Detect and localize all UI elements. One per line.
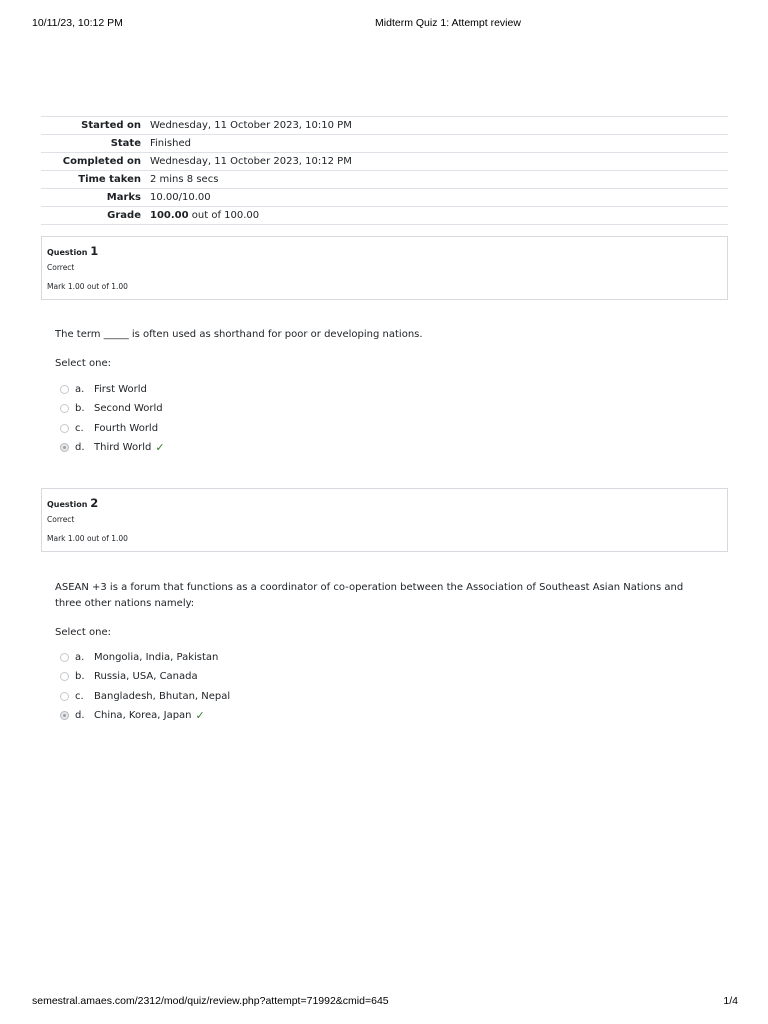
question-mark: Mark 1.00 out of 1.00 — [47, 282, 128, 291]
radio-button[interactable] — [60, 653, 69, 662]
summary-value: Wednesday, 11 October 2023, 10:12 PM — [150, 156, 352, 167]
answer-text: Third World — [94, 442, 152, 454]
summary-row — [41, 153, 728, 171]
answer-option[interactable] — [60, 419, 165, 438]
print-footer — [0, 995, 768, 1011]
summary-label: State — [110, 138, 141, 149]
answer-letter: d. — [75, 710, 85, 722]
question-info-2 — [41, 488, 728, 552]
attempt-summary-table — [41, 116, 728, 225]
answer-letter: c. — [75, 690, 84, 702]
summary-value: 10.00/10.00 — [150, 192, 211, 203]
page-url: semestral.amaes.com/2312/mod/quiz/review.php?attempt=71992&cmid=645 — [32, 995, 389, 1007]
answer-letter: c. — [75, 422, 84, 434]
radio-button[interactable] — [60, 692, 69, 701]
radio-button[interactable] — [60, 672, 69, 681]
print-title: Midterm Quiz 1: Attempt review — [375, 17, 521, 29]
answer-text: Second World — [94, 403, 163, 415]
answer-letter: b. — [75, 403, 85, 415]
select-one-prompt: Select one: — [55, 627, 112, 638]
question-state: Correct — [47, 515, 75, 524]
check-icon: ✓ — [195, 709, 205, 723]
answer-list — [60, 380, 165, 457]
answer-list — [60, 648, 230, 725]
question-num: 2 — [90, 496, 99, 510]
grade-total: out of 100.00 — [188, 210, 260, 221]
question-label: Question — [47, 500, 88, 509]
question-text: The term _____ is often used as shorthand for poor or developing nations. — [55, 329, 423, 340]
answer-option[interactable] — [60, 667, 230, 686]
summary-label: Started on — [81, 120, 141, 131]
page-number: 1/4 — [723, 995, 738, 1007]
radio-button[interactable] — [60, 385, 69, 394]
question-state: Correct — [47, 263, 75, 272]
summary-label: Grade — [107, 210, 141, 221]
question-mark: Mark 1.00 out of 1.00 — [47, 534, 128, 543]
radio-button-checked[interactable] — [60, 443, 69, 452]
answer-letter: b. — [75, 671, 85, 683]
summary-row — [41, 117, 728, 135]
question-num: 1 — [90, 244, 99, 258]
answer-text: Fourth World — [94, 422, 159, 434]
answer-option[interactable] — [60, 687, 230, 706]
answer-text: China, Korea, Japan — [94, 710, 192, 722]
summary-value — [146, 207, 728, 225]
summary-value: 2 mins 8 secs — [150, 174, 219, 185]
answer-text: Bangladesh, Bhutan, Nepal — [94, 690, 231, 702]
print-header — [0, 17, 768, 33]
answer-text: Russia, USA, Canada — [94, 671, 198, 683]
summary-label: Time taken — [78, 174, 141, 185]
summary-row — [41, 171, 728, 189]
answer-option-selected[interactable] — [60, 706, 230, 725]
summary-label: Marks — [106, 192, 141, 203]
print-date: 10/11/23, 10:12 PM — [32, 17, 123, 29]
answer-option-selected[interactable] — [60, 438, 165, 457]
summary-row — [41, 189, 728, 207]
summary-value: Finished — [150, 138, 191, 149]
answer-option[interactable] — [60, 380, 165, 399]
radio-button[interactable] — [60, 404, 69, 413]
answer-letter: a. — [75, 384, 85, 396]
grade-score: 100.00 — [150, 210, 189, 221]
select-one-prompt: Select one: — [55, 358, 112, 369]
question-label: Question — [47, 248, 88, 257]
summary-value: Wednesday, 11 October 2023, 10:10 PM — [150, 120, 352, 131]
answer-option[interactable] — [60, 399, 165, 418]
summary-row-grade — [41, 207, 728, 225]
question-info-1 — [41, 236, 728, 300]
summary-label: Completed on — [62, 156, 141, 167]
radio-button-checked[interactable] — [60, 711, 69, 720]
question-text: ASEAN +3 is a forum that functions as a coordinator of co-operation between the Association of Southeast Asian Nations and three other nations namely: — [55, 582, 684, 609]
answer-letter: a. — [75, 652, 85, 664]
check-icon: ✓ — [155, 441, 165, 455]
answer-text: Mongolia, India, Pakistan — [94, 652, 219, 664]
answer-letter: d. — [75, 442, 85, 454]
summary-row — [41, 135, 728, 153]
radio-button[interactable] — [60, 424, 69, 433]
answer-text: First World — [94, 384, 147, 396]
question-number — [47, 244, 98, 258]
question-number — [47, 496, 98, 510]
answer-option[interactable] — [60, 648, 230, 667]
